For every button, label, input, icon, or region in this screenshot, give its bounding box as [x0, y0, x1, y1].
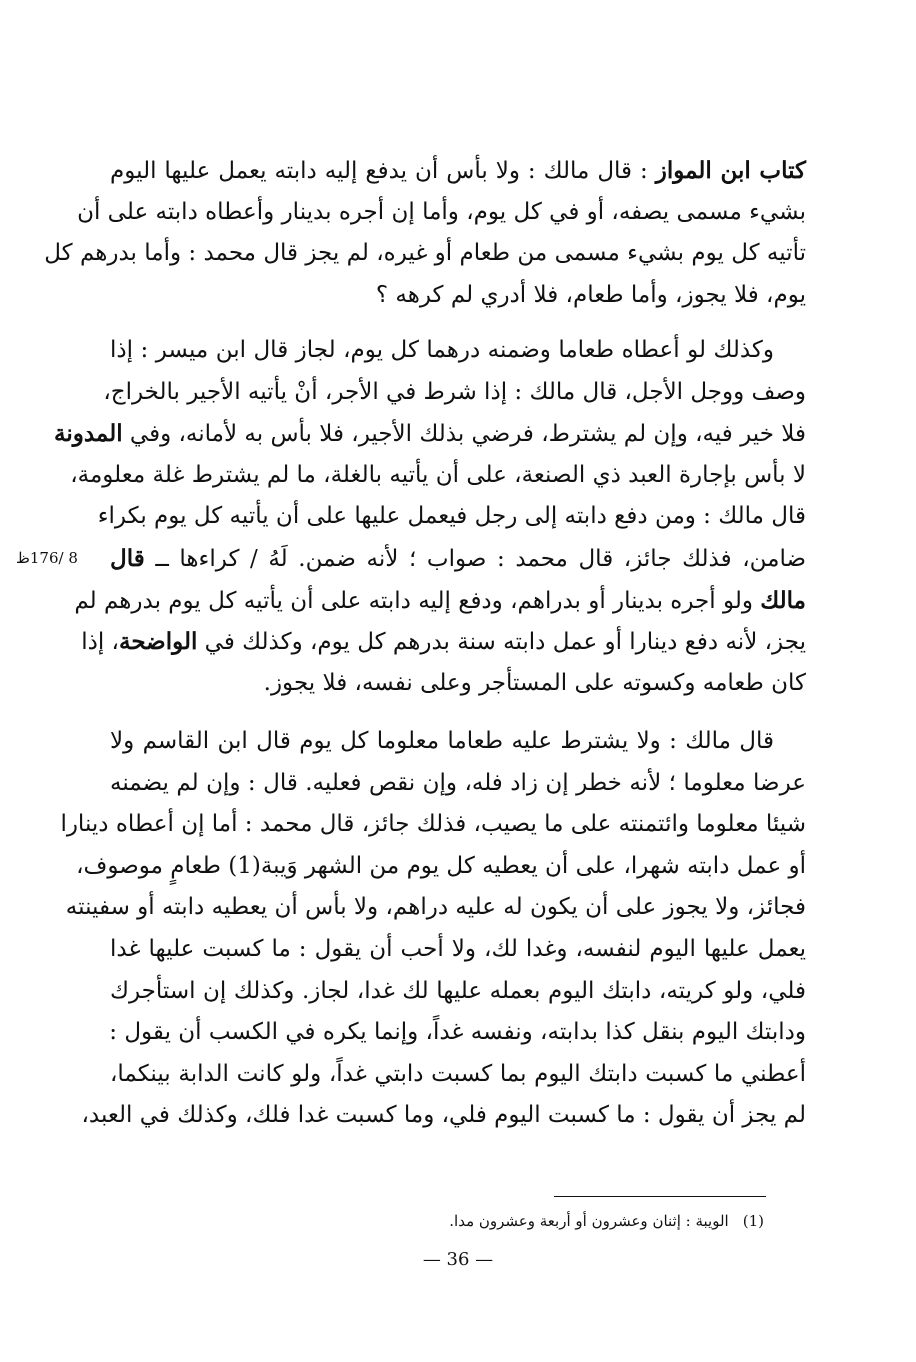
footnote-text: الويبة : إثنان وعشرون أو أربعة وعشرون مدا. — [449, 1212, 729, 1230]
footnote-number: (1) — [742, 1212, 764, 1230]
text-line: ودابتك اليوم بنقل كذا بدابته، ونفسه غداً، وإنما يكره في الكسب أن يقول : — [109, 1019, 806, 1046]
text-line: كان طعامه وكسوته على المستأجر وعلى نفسه، فلا يجوز. — [263, 669, 806, 696]
paragraph-2 — [53, 330, 806, 704]
text-line: عرضا معلوما ؛ لأنه خطر إن زاد فله، وإن نقص فعليه. قال : وإن لم يضمنه — [110, 769, 806, 796]
paragraph-1 — [44, 150, 806, 316]
text-line: فجائز، ولا يجوز على أن يكون له عليه دراهم، ولا بأس أن يعطيه دابته أو سفينته — [65, 894, 806, 921]
page-number: — 36 — — [422, 1249, 494, 1270]
text-line: لا بأس بإجارة العبد ذي الصنعة، على أن يأتيه بالغلة، ما لم يشترط غلة معلومة، — [70, 461, 806, 488]
text-line: مالك ولو أجره بدينار أو بدراهم، ودفع إليه دابته على أن يأتيه كل يوم بدرهم لم — [74, 586, 806, 614]
text-line: لم يجز أن يقول : ما كسبت اليوم فلي، وما كسبت غدا فلك، وكذلك في العبد، — [81, 1102, 806, 1129]
text-line: ضامن، فذلك جائز، قال محمد : صواب ؛ لأنه ضمن. لَهُ / كراءها ــ قال — [110, 544, 806, 572]
text-line: أعطني ما كسبت دابتك اليوم بما كسبت دابتي غداً، ولو كانت الدابة بينكما، — [110, 1060, 806, 1087]
footnote-divider — [554, 1196, 766, 1197]
text-line: يعمل عليها اليوم لنفسه، وغدا لك، ولا أحب أن يقول : ما كسبت عليها غدا — [110, 935, 806, 962]
book-title: كتاب ابن المواز — [655, 157, 806, 184]
text-line: أو عمل دابته شهرا، على أن يعطيه كل يوم من الشهر وَيبة(1) طعامٍ موصوف، — [76, 852, 806, 879]
text-line: وصف ووجل الأجل، قال مالك : إذا شرط في الأجر، أنْ يأتيه الأجير بالخراج، — [103, 378, 806, 405]
text-line: يجز، لأنه دفع دينارا أو عمل دابته سنة بدرهم كل يوم، وكذلك في الواضحة، إذا — [81, 628, 806, 656]
text-line: شيئا معلوما وائتمنته على ما يصيب، فذلك جائز، قال محمد : أما إن أعطاه دينارا — [60, 811, 806, 838]
text-line: وكذلك لو أعطاه طعاما وضمنه درهما كل يوم، لجاز قال ابن ميسر : إذا — [110, 337, 774, 363]
source-name: المدونة — [53, 420, 123, 448]
text-line: فلا خير فيه، وإن لم يشترط، فرضي بذلك الأجير، فلا بأس به لأمانه، وفي المدونة — [53, 420, 806, 448]
text-line: بشيء مسمى يصفه، أو في كل يوم، وأما إن أجره بدينار وأعطاه دابته على أن — [77, 198, 806, 225]
text-line: كتاب ابن المواز : قال مالك : ولا بأس أن يدفع إليه دابته يعمل عليها اليوم — [110, 157, 806, 184]
manuscript-folio-reference: 8 /176ظ — [16, 549, 78, 567]
text-line: فلي، ولو كريته، دابتك اليوم بعمله عليها لك غدا، لجاز. وكذلك إن استأجرك — [110, 977, 806, 1004]
text-line: قال مالك : ولا يشترط عليه طعاما معلوما كل يوم قال ابن القاسم ولا — [110, 728, 774, 754]
source-name: الواضحة — [118, 628, 198, 656]
text-line: تأتيه كل يوم بشيء مسمى من طعام أو غيره، لم يجز قال محمد : وأما بدرهم كل — [44, 240, 806, 267]
paragraph-3 — [60, 721, 806, 1137]
text-line: قال مالك : ومن دفع دابته إلى رجل فيعمل عليها على أن يأتيه كل يوم بكراء — [97, 503, 806, 530]
footnote — [300, 1210, 764, 1232]
text-line: يوم، فلا يجوز، وأما طعام، فلا أدري لم كرهه ؟ — [375, 281, 806, 308]
